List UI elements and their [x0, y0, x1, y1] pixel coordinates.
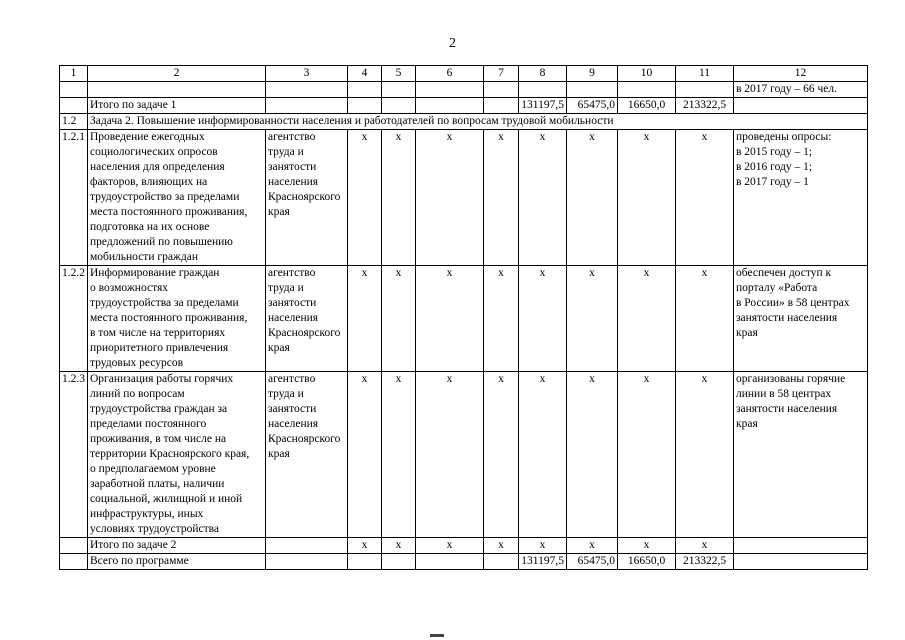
carry-over-row — [60, 82, 868, 98]
amount-cell: 16650,0 — [618, 98, 676, 114]
task2-header-row — [60, 114, 868, 130]
column-header: 11 — [676, 66, 734, 82]
row-number: 1.2.3 — [60, 372, 88, 538]
result-cell: проведены опросы: в 2015 году – 1; в 2016 году – 1; в 2017 году – 1 — [734, 130, 868, 266]
column-header: 7 — [484, 66, 519, 82]
result-cell: организованы горячие линии в 58 центрах занятости населения края — [734, 372, 868, 538]
executor-cell: агентство труда и занятости населения Красноярского края — [266, 372, 348, 538]
value-cell: х — [676, 538, 734, 554]
amount-cell: 65475,0 — [567, 554, 618, 570]
table-row — [60, 266, 868, 372]
program-table — [59, 65, 868, 570]
amount-cell: 213322,5 — [676, 554, 734, 570]
value-cell: х — [519, 130, 567, 266]
total-label: Итого по задаче 2 — [88, 538, 266, 554]
column-header: 10 — [618, 66, 676, 82]
value-cell: х — [676, 266, 734, 372]
column-header: 1 — [60, 66, 88, 82]
row-number: 1.2.2 — [60, 266, 88, 372]
result-cell: в 2017 году – 66 чел. — [734, 82, 868, 98]
activity-name: Проведение ежегодных социологических опросов населения для определения факторов, влияющих на трудоустройство за пределами места постоянного проживания, подготовка на их основе предложений по повышению мобильности граждан — [88, 130, 266, 266]
activity-name: Информирование граждан о возможностях трудоустройства за пределами места постоянного проживания, в том числе на территориях приоритетного привлечения трудовых ресурсов — [88, 266, 266, 372]
value-cell: х — [618, 266, 676, 372]
value-cell: х — [416, 372, 484, 538]
column-header: 5 — [382, 66, 416, 82]
value-cell: х — [416, 538, 484, 554]
value-cell: х — [567, 130, 618, 266]
executor-cell: агентство труда и занятости населения Красноярского края — [266, 266, 348, 372]
value-cell: х — [567, 372, 618, 538]
amount-cell: 131197,5 — [519, 554, 567, 570]
value-cell: х — [348, 372, 382, 538]
value-cell: х — [519, 266, 567, 372]
column-header: 12 — [734, 66, 868, 82]
value-cell: х — [348, 130, 382, 266]
task1-total-row — [60, 98, 868, 114]
value-cell: х — [416, 266, 484, 372]
value-cell: х — [618, 130, 676, 266]
value-cell: х — [519, 372, 567, 538]
value-cell: х — [519, 538, 567, 554]
task-title: Задача 2. Повышение информированности населения и работодателей по вопросам трудовой мобильности — [88, 114, 868, 130]
column-header: 4 — [348, 66, 382, 82]
row-number: 1.2.1 — [60, 130, 88, 266]
task2-total-row — [60, 538, 868, 554]
activity-name: Организация работы горячих линий по вопросам трудоустройства граждан за пределами постоянного проживания, в том числе на территории Красноярского края, о предполагаемом уровне заработной платы, наличии социальной, жилищной и иной инфраструктуры, иных условиях трудоустройства — [88, 372, 266, 538]
value-cell: х — [567, 266, 618, 372]
column-header: 2 — [88, 66, 266, 82]
table-row — [60, 130, 868, 266]
task-number: 1.2 — [60, 114, 88, 130]
page-number: 2 — [449, 36, 456, 51]
column-header: 6 — [416, 66, 484, 82]
executor-cell: агентство труда и занятости населения Красноярского края — [266, 130, 348, 266]
value-cell: х — [676, 130, 734, 266]
scan-mark — [430, 634, 444, 637]
value-cell: х — [416, 130, 484, 266]
value-cell: х — [618, 372, 676, 538]
value-cell: х — [484, 130, 519, 266]
amount-cell: 65475,0 — [567, 98, 618, 114]
result-cell: обеспечен доступ к порталу «Работа в России» в 58 центрах занятости населения края — [734, 266, 868, 372]
value-cell: х — [484, 538, 519, 554]
column-header: 9 — [567, 66, 618, 82]
value-cell: х — [382, 538, 416, 554]
total-label: Всего по программе — [88, 554, 266, 570]
value-cell: х — [484, 266, 519, 372]
value-cell: х — [382, 372, 416, 538]
amount-cell: 16650,0 — [618, 554, 676, 570]
value-cell: х — [348, 266, 382, 372]
value-cell: х — [567, 538, 618, 554]
value-cell: х — [382, 130, 416, 266]
value-cell: х — [348, 538, 382, 554]
program-total-row — [60, 554, 868, 570]
table-row — [60, 372, 868, 538]
value-cell: х — [484, 372, 519, 538]
value-cell: х — [618, 538, 676, 554]
amount-cell: 213322,5 — [676, 98, 734, 114]
total-label: Итого по задаче 1 — [88, 98, 266, 114]
column-header: 8 — [519, 66, 567, 82]
amount-cell: 131197,5 — [519, 98, 567, 114]
column-header: 3 — [266, 66, 348, 82]
value-cell: х — [382, 266, 416, 372]
value-cell: х — [676, 372, 734, 538]
column-number-row — [60, 66, 868, 82]
